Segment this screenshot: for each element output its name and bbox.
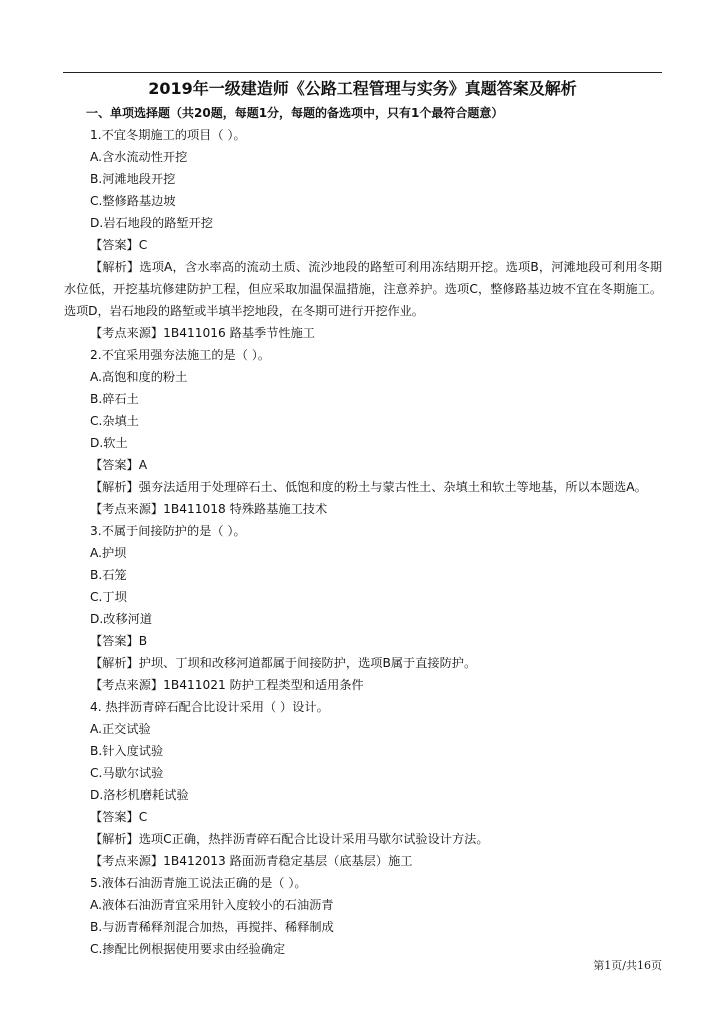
question-4-stem: 4. 热拌沥青碎石配合比设计采用（ ）设计。 bbox=[90, 700, 329, 714]
question-2-stem: 2.不宜采用强夯法施工的是（ ）。 bbox=[90, 348, 271, 362]
question-2-option-a: A.高饱和度的粉土 bbox=[90, 370, 188, 384]
question-1-option-d: D.岩石地段的路堑开挖 bbox=[90, 216, 213, 230]
question-4-option-d: D.洛杉机磨耗试验 bbox=[90, 788, 189, 802]
question-2-source: 【考点来源】1B411018 特殊路基施工技术 bbox=[90, 502, 328, 516]
question-5-stem: 5.液体石油沥青施工说法正确的是（ ）。 bbox=[90, 876, 307, 890]
question-3-option-d: D.改移河道 bbox=[90, 612, 153, 626]
question-3-analysis: 【解析】护坝、丁坝和改移河道都属于间接防护，选项B属于直接防护。 bbox=[90, 656, 477, 670]
question-4-source: 【考点来源】1B412013 路面沥青稳定基层（底基层）施工 bbox=[90, 854, 413, 868]
question-4-option-b: B.针入度试验 bbox=[90, 744, 164, 758]
question-5-option-c: C.掺配比例根据使用要求由经验确定 bbox=[90, 942, 286, 956]
question-4-analysis: 【解析】选项C正确，热拌沥青碎石配合比设计采用马歇尔试验设计方法。 bbox=[90, 832, 489, 846]
question-4-option-c: C.马歇尔试验 bbox=[90, 766, 164, 780]
question-3-stem: 3.不属于间接防护的是（ ）。 bbox=[90, 524, 246, 538]
question-4-option-a: A.正交试验 bbox=[90, 722, 151, 736]
question-3-option-c: C.丁坝 bbox=[90, 590, 127, 604]
page-number: 第1页/共16页 bbox=[593, 959, 662, 972]
question-3-option-a: A.护坝 bbox=[90, 546, 127, 560]
question-5-option-a: A.液体石油沥青宜采用针入度较小的石油沥青 bbox=[90, 898, 334, 912]
question-2-analysis: 【解析】强夯法适用于处理碎石土、低饱和度的粉土与蒙古性土、杂填土和软土等地基，所以本题选A。 bbox=[90, 480, 647, 494]
question-3-source: 【考点来源】1B411021 防护工程类型和适用条件 bbox=[90, 678, 364, 692]
header-rule bbox=[63, 72, 662, 73]
question-4-answer: 【答案】C bbox=[90, 810, 148, 824]
question-5-option-b: B.与沥青稀释剂混合加热，再搅拌、稀释制成 bbox=[90, 920, 334, 934]
question-3-option-b: B.石笼 bbox=[90, 568, 127, 582]
question-2-option-b: B.碎石土 bbox=[90, 392, 139, 406]
document-body bbox=[64, 102, 662, 960]
question-1-option-c: C.整修路基边坡 bbox=[90, 194, 176, 208]
question-1-stem: 1.不宜冬期施工的项目（ ）。 bbox=[90, 128, 246, 142]
question-1-source: 【考点来源】1B411016 路基季节性施工 bbox=[90, 326, 315, 340]
question-1-option-a: A.含水流动性开挖 bbox=[90, 150, 188, 164]
question-2-answer: 【答案】A bbox=[90, 458, 148, 472]
question-1-option-b: B.河滩地段开挖 bbox=[90, 172, 176, 186]
document-title: 2019年一级建造师《公路工程管理与实务》真题答案及解析 bbox=[148, 79, 577, 98]
question-2-option-d: D.软土 bbox=[90, 436, 128, 450]
question-2-option-c: C.杂填土 bbox=[90, 414, 139, 428]
section-heading: 一、单项选择题（共20题，每题1分，每题的备选项中，只有1个最符合题意） bbox=[86, 106, 504, 120]
question-3-answer: 【答案】B bbox=[90, 634, 148, 648]
question-1-answer: 【答案】C bbox=[90, 238, 148, 252]
question-1-analysis: 【解析】选项A，含水率高的流动土质、流沙地段的路堑可利用冻结期开挖。选项B，河滩地段可利用冬期水位低，开挖基坑修建防护工程，但应采取加温保温措施，注意养护。选项C，整修路基边坡不宜在冬期施工。选项D，岩石地段的路堑或半填半挖地段，在冬期可进行开挖作业。 bbox=[64, 260, 662, 318]
